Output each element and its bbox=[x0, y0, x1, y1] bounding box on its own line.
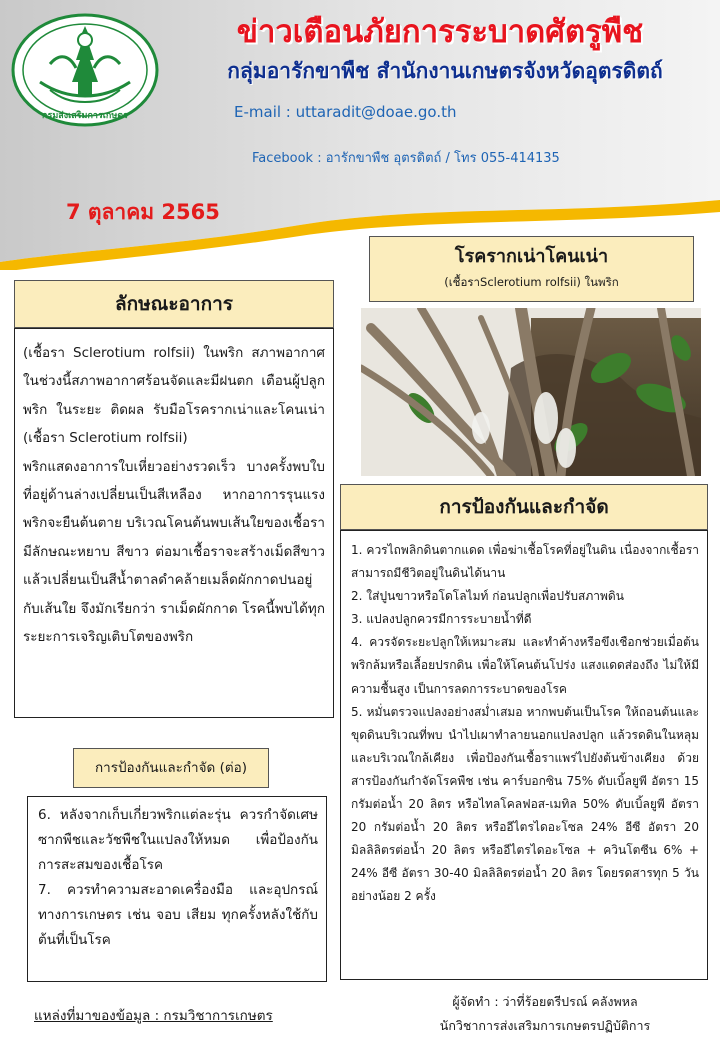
email-link[interactable]: E-mail : uttaradit@doae.go.th bbox=[234, 103, 457, 121]
page-title: ข่าวเตือนภัยการระบาดศัตรูพืช bbox=[236, 14, 644, 50]
continued-body bbox=[27, 796, 327, 982]
logo-text: กรมส่งเสริมการเกษตร bbox=[42, 111, 128, 121]
diseased-plant-photo bbox=[361, 308, 701, 476]
symptoms-body bbox=[14, 328, 334, 718]
issue-date: 7 ตุลาคม 2565 bbox=[66, 200, 220, 224]
continued-item: 7. ควรทำความสะอาดเครื่องมือ และอุปกรณ์ทางการเกษตร เช่น จอบ เสียม ทุกครั้งหลังใช้กับต้นที่เป็นโรค bbox=[38, 882, 318, 948]
prevention-item: 4. ควรจัดระยะปลูกให้เหมาะสม และทำค้างหรือขึงเชือกช่วยเมื่อต้นพริกล้มหรือเลื้อยปรกดิน เพื่อให้โคนต้นโปร่ง แสงแดดส่องถึง ไม่ให้มีความชื้นสูง เป็นการลดการระบาดของโรค bbox=[351, 635, 699, 696]
disease-title: โรครากเน่าโคนเน่า bbox=[454, 246, 609, 267]
continued-heading: การป้องกันและกำจัด (ต่อ) bbox=[73, 748, 269, 788]
symptoms-heading: ลักษณะอาการ bbox=[14, 280, 334, 328]
author-credit bbox=[380, 990, 710, 1038]
prevention-item: 2. ใส่ปูนขาวหรือโดโลไมท์ ก่อนปลูกเพื่อปรับสภาพดิน bbox=[351, 589, 624, 604]
disease-title-box bbox=[369, 236, 694, 302]
continued-item: 6. หลังจากเก็บเกี่ยวพริกแต่ละรุ่น ควรกำจัดเศษซากพืชและวัชพืชในแปลงให้หมด เพื่อป้องกันการสะสมของเชื้อโรค bbox=[38, 807, 318, 873]
symptoms-paragraph: (เชื้อรา Sclerotium rolfsii) ในพริก สภาพอากาศในช่วงนี้สภาพอากาศร้อนจัดและมีฝนตก เตือนผู้ปลูกพริก ในระยะ ติดผล รับมือโรครากเน่าและโคนเน่า (เชื้อรา Sclerotium rolfsii) bbox=[23, 345, 325, 447]
prevention-item: 3. แปลงปลูกควรมีการระบายน้ำที่ดี bbox=[351, 612, 532, 627]
symptoms-paragraph: พริกแสดงอาการใบเหี่ยวอย่างรวดเร็ว บางครั้งพบใบที่อยู่ด้านล่างเปลี่ยนเป็นสีเหลือง หากอาการรุนแรงพริกจะยืนต้นตาย บริเวณโคนต้นพบเส้นใยของเชื้อรา มีลักษณะหยาบ สีขาว ต่อมาเชื้อราจะสร้างเม็ดสีขาว แล้วเปลี่ยนเป็นสีน้ำตาลดำคล้ายเมล็ดผักกาดปนอยู่กับเส้นใย จึงมักเรียกว่า ราเม็ดผักกาด โรคนี้พบได้ทุกระยะการเจริญเติบโตของพริก bbox=[23, 458, 325, 646]
data-source: แหล่งที่มาของข้อมูล : กรมวิชาการเกษตร bbox=[34, 1008, 273, 1024]
author-name: ผู้จัดทำ : ว่าที่ร้อยตรีปรณ์ คลังพหล bbox=[452, 994, 638, 1009]
department-logo bbox=[10, 12, 160, 127]
facebook-contact[interactable]: Facebook : อารักขาพืช อุตรดิตถ์ / โทร 055-414135 bbox=[252, 151, 560, 166]
prevention-body bbox=[340, 530, 708, 980]
prevention-item: 1. ควรไถพลิกดินตากแดด เพื่อฆ่าเชื้อโรคที่อยู่ในดิน เนื่องจากเชื้อราสามารถมีชีวิตอยู่ในดินได้นาน bbox=[351, 543, 699, 581]
page-subtitle: กลุ่มอารักขาพืช สำนักงานเกษตรจังหวัดอุตรดิตถ์ bbox=[227, 59, 663, 83]
prevention-heading: การป้องกันและกำจัด bbox=[340, 484, 708, 530]
disease-subtitle: (เชื้อราSclerotium rolfsii) ในพริก bbox=[444, 275, 619, 289]
prevention-item: 5. หมั่นตรวจแปลงอย่างสม่ำเสมอ หากพบต้นเป็นโรค ให้ถอนต้นและขุดดินบริเวณที่พบ นำไปเผาทำลายนอกแปลงปลูก แล้วรดดินในหลุมและบริเวณใกล้เคียง เพื่อป้องกันเชื้อราแพร่ไปยังต้นข้างเคียง ด้วยสารป้องกันกำจัดโรคพืช เช่น คาร์บอกซิน 75% ดับเบิ้ลยูพี อัตรา 15 กรัมต่อน้ำ 20 ลิตร หรือไทลโคลฟอส-เมทิล 50% ดับเบิ้ลยูพี อัตรา 20 กรัมต่อน้ำ 20 ลิตร หรืออีไตรไดอะโซล 24% อีซี อัตรา 20 มิลลิลิตรต่อน้ำ 20 ลิตร หรืออีไตรไดอะโซล + ควินโตซีน 6% + 24% อีซี อัตรา 30-40 มิลลิลิตรต่อน้ำ 20 ลิตร โดยรดสารทุก 5 วัน อย่างน้อย 2 ครั้ง bbox=[351, 704, 699, 904]
author-position: นักวิชาการส่งเสริมการเกษตรปฏิบัติการ bbox=[439, 1018, 651, 1033]
